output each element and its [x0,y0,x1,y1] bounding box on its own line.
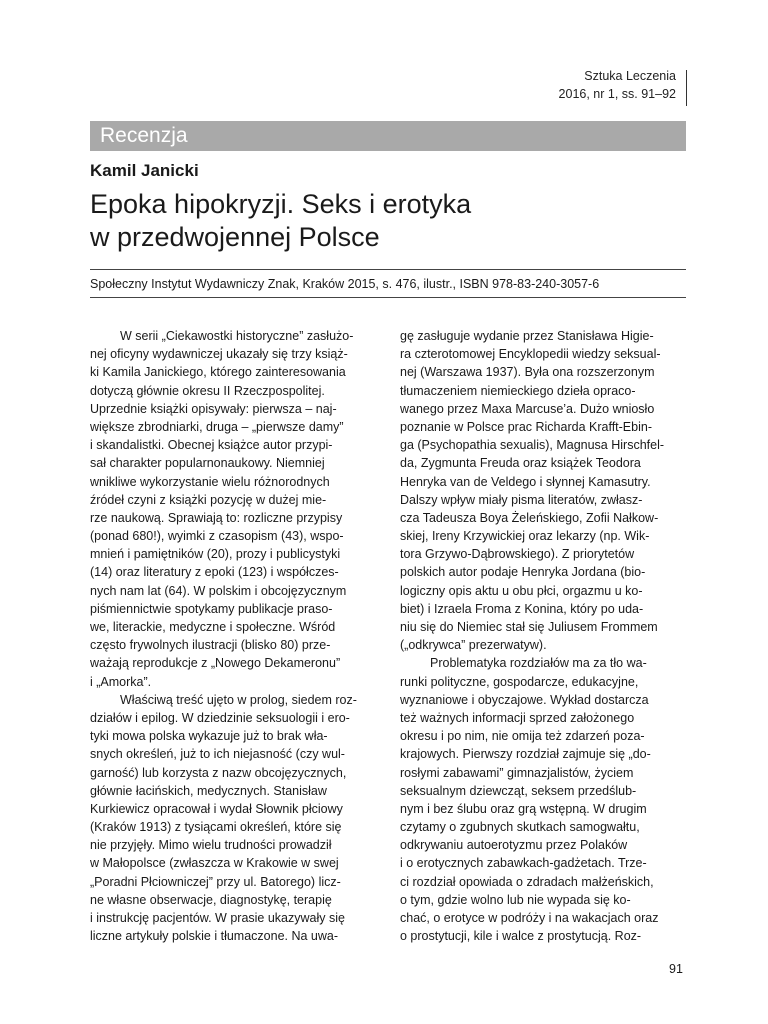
section-bar [90,121,686,151]
text-line: i „Amorka”. [90,674,152,689]
text-line: często frywolnych ilustracji (blisko 80) prze- [90,638,331,653]
text-line: „Poradni Płciowniczej” przy ul. Batorego) licz- [90,874,341,889]
text-line: dotyczą głównie okresu II Rzeczpospolitej. [90,383,325,398]
text-line: (Kraków 1913) z tysiącami określeń, które się [90,820,342,835]
text-line: ki Kamila Janickiego, którego zainteresowania [90,365,346,380]
text-line: o tym, gdzie wolno lub nie wypada się ko- [400,892,631,907]
text-line: nym i bez ślubu oraz grą wstępną. W drugim [400,801,647,816]
text-line: piśmiennictwie spotykamy publikacje praso- [90,601,333,616]
text-line: i o erotycznych zabawkach-gadżetach. Trze- [400,856,647,871]
text-line: tyki mowa polska wykazuje już to brak wła- [90,729,328,744]
page-number: 91 [669,962,683,976]
text-line: też ważnych informacji sprzed założonego [400,710,635,725]
journal-name: Sztuka Leczenia [584,69,676,83]
text-line: okresu i po nim, nie omija też zdarzeń poza- [400,729,645,744]
text-line: niu się do Niemiec stał się Juliusem Frommem [400,620,658,634]
text-line: ci rozdział opowiada o zdradach małżeńskich, [400,874,654,889]
text-line: poznanie w Polsce prac Richarda Krafft-Ebin- [400,419,652,434]
text-line: gę zasługuje wydanie przez Stanisława Higie- [400,329,654,343]
text-line: Problematyka rozdziałów ma za tło wa- [430,656,647,671]
text-line: tłumaczeniem niemieckiego dzieła opraco- [400,383,636,398]
text-line: źródeł czyni z książki pozycję w dużej mie- [90,492,327,507]
title-line-2: w przedwojennej Polsce [90,222,380,252]
text-line: Dalszy wpływ miały pisma literatów, zwłasz- [400,492,643,507]
text-line: Uprzednie książki opisywały: pierwsza – naj- [90,401,337,416]
text-line: Kurkiewicz opracował i wydał Słownik płciowy [90,801,343,816]
text-line: garność) lub korzysta z nazw obcojęzycznych, [90,765,347,780]
text-line: cza Tadeusza Boya Żeleńskiego, Zofii Nałkow- [400,510,659,525]
text-line: runki polityczne, gospodarcze, edukacyjne, [400,674,639,689]
text-line: ne własne obserwacje, diagnostykę, terapię [90,892,332,907]
text-line: skiej, Ireny Krzywickiej oraz lekarzy (np. Wik- [400,529,650,544]
text-line: nie przyjęły. Mimo wielu trudności prowadził [90,838,332,853]
bibliography: Społeczny Instytut Wydawniczy Znak, Kraków 2015, s. 476, ilustr., ISBN 978-83-240-3057-6 [90,277,600,291]
text-line: snych określeń, już to ich niejasność (czy wul- [90,747,345,762]
biblio-top-rule [90,269,686,270]
text-line: ga (Psychopathia sexualis), Magnusa Hirschfel- [400,438,665,453]
text-line: (14) oraz literatury z epoki (123) i współczes- [90,565,339,580]
text-line: da, Zygmunta Freuda oraz książek Teodora [400,456,641,471]
text-line: czytamy o zgubnych skutkach samogwałtu, [400,820,640,835]
text-line: ra czterotomowej Encyklopedii wiedzy seksual- [400,347,661,362]
text-line: i skandalistki. Obecnej książce autor przypi- [90,438,333,453]
article-title [90,188,686,254]
text-line: większe zbrodniarki, druga – „pierwsze damy” [90,419,344,434]
text-line: i instrukcję pacjentów. W prasie ukazywały się [90,911,345,925]
text-line: seksualnym dziewcząt, seksem przedślub- [400,783,637,798]
text-line: polskich autor podaje Henryka Jordana (bio- [400,565,646,580]
text-line: nej (Warszawa 1937). Była ona rozszerzonym [400,365,655,380]
text-line: liczne artykuły polskie i tłumaczone. Na uwa- [90,929,339,944]
text-line: mnień i pamiętników (20), prozy i publicystyki [90,547,341,562]
text-line: nych nam lat (64). W polskim i obcojęzycznym [90,583,347,598]
biblio-bottom-rule [90,297,686,298]
text-line: głównie łacińskich, medycznych. Stanisław [90,783,327,798]
text-line: ważają reprodukcje z „Nowego Dekameronu” [90,656,341,671]
text-line: Właściwą treść ujęto w prolog, siedem roz- [120,692,357,707]
text-line: wanego przez Maxa Marcuse’a. Dużo wniosło [400,401,655,416]
text-line: krajowych. Pierwszy rozdział zajmuje się „do- [400,747,651,762]
text-line: działów i epilog. W dziedzinie seksuologii i ero- [90,710,350,725]
text-line: odkrywaniu autoerotyzmu przez Polaków [400,838,628,853]
text-line: sał charakter popularnonaukowy. Niemniej [90,456,325,471]
right-column [400,327,687,945]
left-column [90,327,377,945]
title-line-1: Epoka hipokryzji. Seks i erotyka [90,189,472,219]
text-line: (ponad 680!), wyimki z czasopism (43), wspo- [90,529,344,544]
text-line: nej oficyny wydawniczej ukazały się trzy książ- [90,347,348,362]
section-label: Recenzja [100,124,188,147]
text-line: Henryka van de Veldego i słynnej Kamasutry. [400,474,651,489]
text-line: o prostytucji, kile i walce z prostytucją. Roz- [400,929,642,944]
text-line: rosłymi zabawami” gimnazjalistów, życiem [400,765,634,780]
header-rule [686,70,687,106]
text-line: W serii „Ciekawostki historyczne” zasłużo- [120,329,354,343]
text-line: w Małopolsce (zwłaszcza w Krakowie w swej [90,856,339,871]
text-line: wnikliwe wykorzystanie wielu różnorodnych [90,474,330,489]
text-line: chać, o erotyce w podróży i na wakacjach oraz [400,911,659,925]
text-line: tora Grzywo-Dąbrowskiego). Z priorytetów [400,547,635,562]
author-name: Kamil Janicki [90,161,199,180]
text-line: biet) i Izraela Froma z Konina, który po uda- [400,601,644,616]
text-line: logiczny opis aktu u obu płci, orgazmu u ko- [400,583,643,598]
text-line: („odkrywca” prezerwatyw). [400,638,547,653]
text-line: rze naukową. Sprawiają to: rozliczne przypisy [90,510,343,525]
journal-header [559,67,676,103]
journal-issue: 2016, nr 1, ss. 91–92 [558,87,676,101]
text-line: wyznaniowe i obyczajowe. Wykład dostarcza [400,692,649,707]
text-line: we, literackie, medyczne i społeczne. Wśród [90,620,336,634]
